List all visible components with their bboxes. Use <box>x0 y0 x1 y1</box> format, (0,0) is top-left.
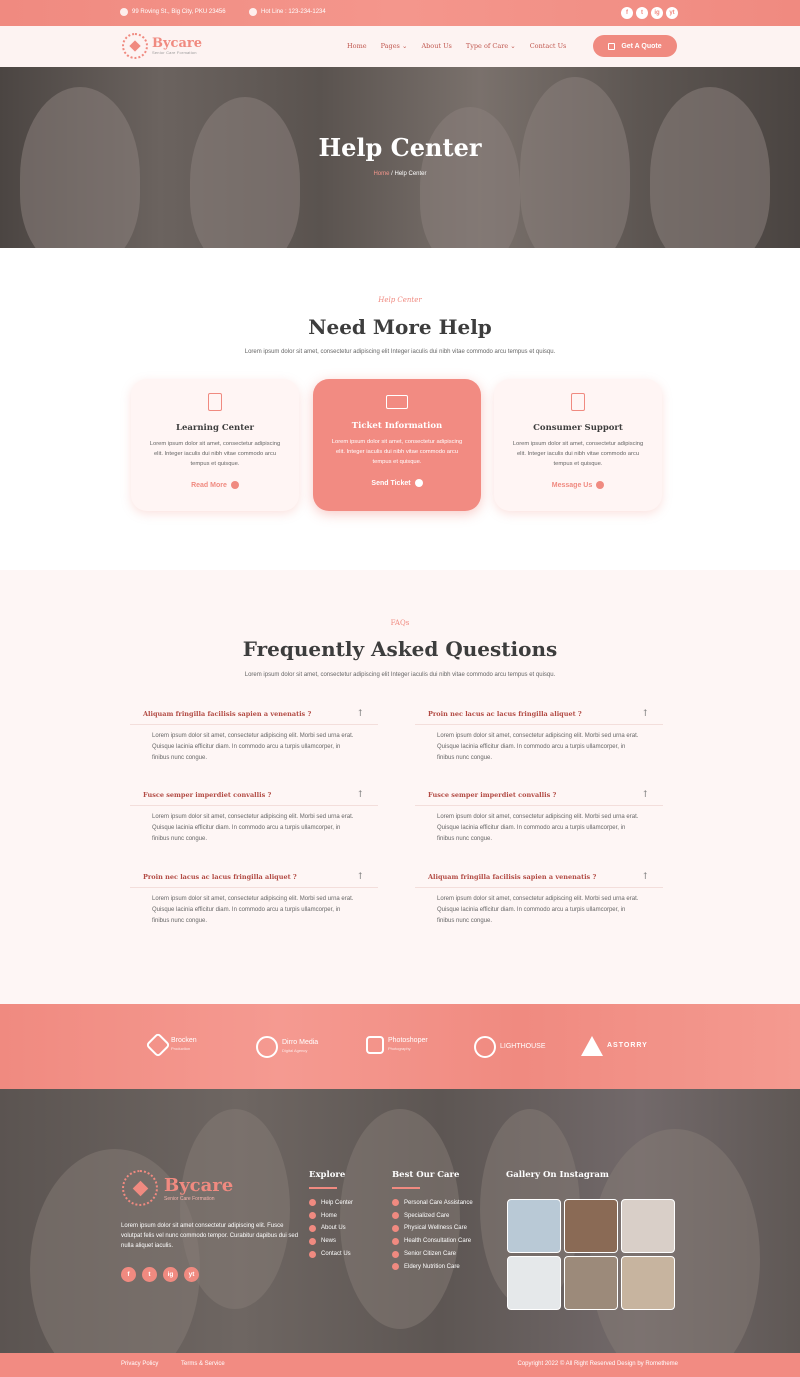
partner-logo <box>366 1036 428 1054</box>
top-bar <box>0 0 800 26</box>
heading-underline <box>392 1187 420 1189</box>
footer-logo-name: Bycare <box>164 1174 234 1196</box>
support-book-icon <box>571 393 585 411</box>
footer-link[interactable] <box>392 1260 473 1273</box>
faq-section <box>0 570 800 1004</box>
message-us-label: Message Us <box>551 481 593 489</box>
breadcrumb-home[interactable]: Home <box>373 171 390 177</box>
chevron-down-icon: ⌄ <box>401 42 408 50</box>
hero-photo-figure <box>420 107 520 248</box>
card-learning-center <box>131 379 299 511</box>
gallery-image[interactable] <box>564 1199 618 1253</box>
footer-link[interactable] <box>392 1197 473 1210</box>
address-info <box>120 8 226 16</box>
partner-sub: Photography <box>388 1046 411 1051</box>
faq-kicker: FAQs <box>390 619 410 627</box>
faq-answer: Lorem ipsum dolor sit amet, consectetur adipiscing elit. Morbi sed urna erat. Quisque lacinia efficitur diam. In commodo arcu a turpis ullamcorper, in finibus nunc congue. <box>437 896 639 924</box>
youtube-icon[interactable]: yt <box>184 1267 199 1282</box>
footer-link-label: Health Consultation Care <box>404 1238 472 1245</box>
location-pin-icon <box>120 8 128 16</box>
gallery-image[interactable] <box>564 1256 618 1310</box>
faq-question[interactable] <box>415 704 663 725</box>
privacy-policy-link[interactable]: Privacy Policy <box>121 1361 159 1367</box>
partner-title: ASTORRY <box>607 1042 648 1049</box>
footer-logo-tagline: Senior Care Formation <box>164 1195 215 1202</box>
id-card-icon <box>386 395 408 409</box>
partner-sub: Digital Agency <box>282 1048 308 1053</box>
youtube-icon[interactable]: yt <box>666 7 678 19</box>
check-circle-icon <box>309 1225 316 1232</box>
logo-name: Bycare <box>152 36 203 51</box>
partner-sub: Production <box>171 1046 191 1051</box>
card-title: Consumer Support <box>533 423 623 433</box>
lighthouse-logo-icon <box>474 1036 496 1058</box>
footer-link-label: Physical Wellness Care <box>404 1225 467 1232</box>
footer-link[interactable] <box>309 1209 353 1222</box>
footer-link-label: News <box>321 1238 337 1245</box>
footer-logo[interactable] <box>122 1170 233 1206</box>
logo-mark-icon <box>122 1170 158 1206</box>
faq-item <box>415 867 663 927</box>
brocken-logo-icon <box>145 1032 170 1057</box>
footer-link[interactable] <box>392 1209 473 1222</box>
hero-photo-figure <box>650 87 770 248</box>
footer-link-label: About Us <box>321 1225 346 1232</box>
footer-explore-title: Explore <box>309 1170 346 1180</box>
check-circle-icon <box>392 1212 399 1219</box>
photoshoper-logo-icon <box>366 1036 384 1054</box>
instagram-icon[interactable]: ig <box>651 7 663 19</box>
instagram-icon[interactable]: ig <box>163 1267 178 1282</box>
faq-answer: Lorem ipsum dolor sit amet, consectetur adipiscing elit. Morbi sed urna erat. Quisque lacinia efficitur diam. In commodo arcu a turpis ullamcorper, in finibus nunc congue. <box>437 733 639 761</box>
gallery-image[interactable] <box>507 1256 561 1310</box>
nav-item-about[interactable]: About Us <box>421 42 452 50</box>
facebook-icon[interactable]: f <box>621 7 633 19</box>
check-circle-icon <box>392 1251 399 1258</box>
message-us-link[interactable] <box>494 481 662 489</box>
logo-mark-icon <box>122 33 148 59</box>
heading-underline <box>309 1187 337 1189</box>
partner-name <box>607 1042 648 1050</box>
footer-link-label: Contact Us <box>321 1251 351 1258</box>
footer-link[interactable] <box>309 1197 353 1210</box>
nav-item-type-of-care-label: Type of Care <box>465 42 509 50</box>
help-lead: Lorem ipsum dolor sit amet, consectetur adipiscing elit Integer iaculis dui nibh vitae commodo arcu tempus et quisqu. <box>244 349 556 355</box>
bottom-bar <box>0 1353 800 1377</box>
footer-care-title: Best Our Care <box>392 1170 460 1180</box>
faq-item <box>415 704 663 764</box>
gallery-image[interactable] <box>621 1199 675 1253</box>
partner-name <box>171 1037 197 1053</box>
partner-name <box>282 1039 318 1055</box>
address-text: 99 Roving St., Big City, PKU 23456 <box>132 9 226 15</box>
gallery-image[interactable] <box>621 1256 675 1310</box>
check-circle-icon <box>309 1199 316 1206</box>
partner-title: Photoshoper <box>388 1037 428 1044</box>
faq-question[interactable] <box>130 867 378 888</box>
calendar-icon <box>608 43 615 50</box>
arrow-up-icon: ↑ <box>641 709 649 719</box>
check-circle-icon <box>392 1199 399 1206</box>
twitter-icon[interactable]: t <box>636 7 648 19</box>
footer-gallery <box>506 1170 609 1180</box>
faq-item <box>415 785 663 845</box>
partners-strip <box>0 1004 800 1089</box>
arrow-right-icon <box>596 481 604 489</box>
phone-icon <box>249 8 257 16</box>
read-more-label: Read More <box>191 481 227 489</box>
nav-item-pages-label: Pages <box>380 42 400 50</box>
hero-photo-figure <box>20 87 140 248</box>
help-title: Need More Help <box>308 315 492 339</box>
page-title: Help Center <box>318 133 482 162</box>
faq-answer: Lorem ipsum dolor sit amet, consectetur adipiscing elit. Morbi sed urna erat. Quisque lacinia efficitur diam. In commodo arcu a turpis ullamcorper, in finibus nunc congue. <box>152 814 354 842</box>
footer-link[interactable] <box>392 1235 473 1248</box>
chevron-down-icon: ⌄ <box>510 42 516 50</box>
facebook-icon[interactable]: f <box>121 1267 136 1282</box>
card-text: Lorem ipsum dolor sit amet, consectetur adipiscing elit. Integer iaculis dui nibh vitae commodo arcu tempus et quisque. <box>512 441 644 467</box>
twitter-icon[interactable]: t <box>142 1267 157 1282</box>
card-text: Lorem ipsum dolor sit amet, consectetur adipiscing elit. Integer iaculis dui nibh vitae commodo arcu tempus et quisque. <box>331 439 463 465</box>
faq-title: Frequently Asked Questions <box>242 637 558 661</box>
faq-question-text: Proin nec lacus ac lacus fringilla aliquet ? <box>428 710 582 718</box>
site-logo[interactable] <box>122 33 202 59</box>
terms-link[interactable]: Terms & Service <box>181 1361 225 1367</box>
faq-answer: Lorem ipsum dolor sit amet, consectetur adipiscing elit. Morbi sed urna erat. Quisque lacinia efficitur diam. In commodo arcu a turpis ullamcorper, in finibus nunc congue. <box>437 814 639 842</box>
read-more-link[interactable] <box>131 481 299 489</box>
arrow-up-icon: ↑ <box>356 709 364 719</box>
send-ticket-label: Send Ticket <box>371 479 411 487</box>
get-quote-button[interactable] <box>593 35 677 57</box>
faq-question-text: Fusce semper imperdiet convallis ? <box>428 791 557 799</box>
partner-title: Brocken <box>171 1037 197 1044</box>
footer-link[interactable] <box>309 1235 353 1248</box>
footer-social-links <box>121 1267 199 1282</box>
partner-name <box>500 1043 546 1051</box>
faq-question[interactable] <box>130 785 378 806</box>
faq-item <box>130 785 378 845</box>
arrow-up-icon: ↑ <box>356 872 364 882</box>
footer-explore <box>309 1170 353 1260</box>
help-kicker: Help Center <box>378 296 422 304</box>
arrow-up-icon: ↑ <box>641 790 649 800</box>
partner-logo <box>149 1036 197 1054</box>
check-circle-icon <box>392 1238 399 1245</box>
check-circle-icon <box>392 1263 399 1270</box>
book-icon <box>208 393 222 411</box>
hotline-info <box>249 8 326 16</box>
faq-item <box>130 704 378 764</box>
arrow-right-icon <box>231 481 239 489</box>
card-title: Learning Center <box>175 423 255 433</box>
hotline-text: Hot Line : 123-234-1234 <box>261 9 326 15</box>
astorry-logo-icon <box>581 1036 603 1056</box>
faq-question[interactable] <box>130 704 378 725</box>
faq-answer: Lorem ipsum dolor sit amet, consectetur adipiscing elit. Morbi sed urna erat. Quisque lacinia efficitur diam. In commodo arcu a turpis ullamcorper, in finibus nunc congue. <box>152 896 354 924</box>
faq-item <box>130 867 378 927</box>
partner-logo <box>256 1036 318 1058</box>
footer-link[interactable] <box>309 1248 353 1261</box>
faq-question-text: Fusce semper imperdiet convallis ? <box>143 791 272 799</box>
top-social-links <box>621 7 678 19</box>
footer-link[interactable] <box>392 1248 473 1261</box>
breadcrumb <box>0 171 800 177</box>
dirro-media-logo-icon <box>256 1036 278 1058</box>
footer-care <box>392 1170 473 1273</box>
footer-description: Lorem ipsum dolor sit amet consectetur adipiscing elit. Fusce volutpat felis vel nunc commodo tempor. Curabitur dapibus dui sed nulla aliquet iaculis. <box>121 1223 299 1249</box>
partner-name <box>388 1037 428 1053</box>
arrow-up-icon: ↑ <box>641 872 649 882</box>
partner-logo <box>581 1036 648 1056</box>
nav-item-home[interactable]: Home <box>347 42 367 50</box>
footer-gallery-title: Gallery On Instagram <box>506 1170 609 1180</box>
hero-photo-figure <box>520 77 630 248</box>
footer-link[interactable] <box>309 1222 353 1235</box>
get-quote-label: Get A Quote <box>621 42 662 50</box>
instagram-gallery <box>507 1199 675 1310</box>
faq-question[interactable] <box>415 785 663 806</box>
gallery-image[interactable] <box>507 1199 561 1253</box>
arrow-up-icon: ↑ <box>356 790 364 800</box>
send-ticket-link[interactable] <box>313 479 481 487</box>
nav-item-type-of-care[interactable] <box>466 42 516 50</box>
card-text: Lorem ipsum dolor sit amet, consectetur adipiscing elit. Integer iaculis dui nibh vitae commodo arcu tempus et quisque. <box>149 441 281 467</box>
faq-lead: Lorem ipsum dolor sit amet, consectetur adipiscing elit Integer iaculis dui nibh vitae commodo arcu tempus et quisqu. <box>244 672 556 678</box>
faq-question[interactable] <box>415 867 663 888</box>
logo-tagline: Senior Care Formation <box>152 50 197 55</box>
check-circle-icon <box>309 1251 316 1258</box>
footer-link-label: Home <box>321 1212 338 1219</box>
faq-question-text: Aliquam fringilla facilisis sapien a venenatis ? <box>428 873 597 881</box>
card-consumer-support <box>494 379 662 511</box>
partner-logo <box>474 1036 546 1058</box>
nav-menu <box>347 42 566 50</box>
faq-question-text: Proin nec lacus ac lacus fringilla aliquet ? <box>143 873 297 881</box>
footer-link-label: Specialized Care <box>404 1212 450 1219</box>
card-ticket-information <box>313 379 481 511</box>
faq-answer: Lorem ipsum dolor sit amet, consectetur adipiscing elit. Morbi sed urna erat. Quisque lacinia efficitur diam. In commodo arcu a turpis ullamcorper, in finibus nunc congue. <box>152 733 354 761</box>
footer-link-label: Eldery Nutrition Care <box>404 1263 460 1270</box>
footer-link[interactable] <box>392 1222 473 1235</box>
nav-item-contact[interactable]: Contact Us <box>529 42 567 50</box>
partner-title: LIGHTHOUSE <box>500 1043 546 1050</box>
faq-question-text: Aliquam fringilla facilisis sapien a venenatis ? <box>143 710 312 718</box>
card-title: Ticket Information <box>351 421 443 431</box>
check-circle-icon <box>309 1212 316 1219</box>
partner-title: Dirro Media <box>282 1039 319 1046</box>
hero-banner <box>0 67 800 248</box>
copyright-text: Copyright 2022 © All Right Reserved Design by Rometheme <box>517 1361 678 1367</box>
check-circle-icon <box>309 1238 316 1245</box>
check-circle-icon <box>392 1225 399 1232</box>
breadcrumb-current: / Help Center <box>389 171 427 177</box>
nav-item-pages[interactable] <box>381 42 408 50</box>
arrow-right-icon <box>415 479 423 487</box>
footer-link-label: Help Center <box>321 1199 354 1206</box>
footer-link-label: Personal Care Assistance <box>404 1199 473 1206</box>
footer-link-label: Senior Citizen Care <box>404 1251 457 1258</box>
